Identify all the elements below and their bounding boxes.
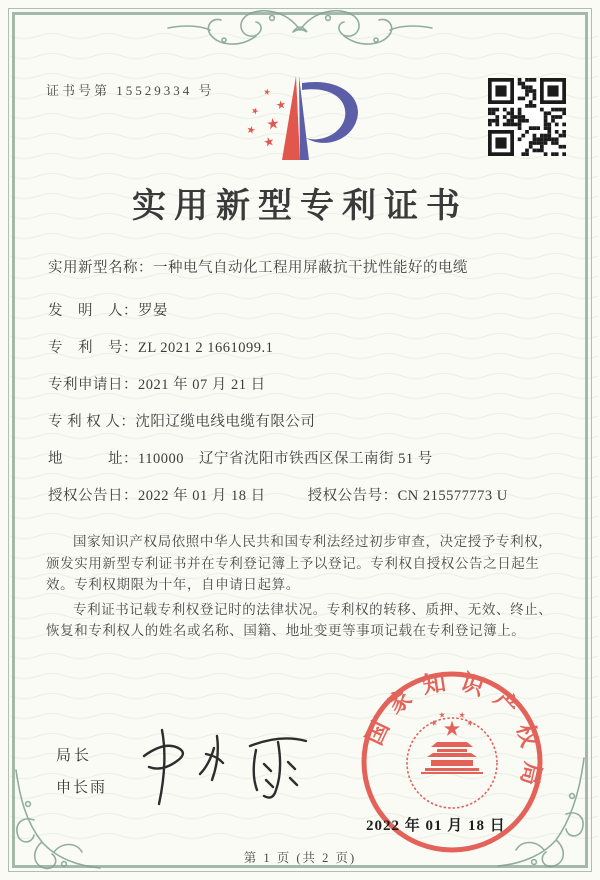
- field-label: 专 利 号：: [48, 340, 138, 356]
- field-patentee: [48, 414, 560, 430]
- field-label: 专 利 权 人：: [48, 414, 136, 430]
- certificate-fields: [48, 260, 560, 525]
- cnipa-patent-logo-icon: [225, 72, 375, 167]
- field-patent-number: [48, 340, 560, 356]
- certificate-number: 证书号第 15529334 号: [46, 83, 215, 98]
- certificate-title: 实用新型专利证书: [132, 188, 468, 225]
- field-address: [48, 451, 560, 467]
- legal-text-block: [46, 531, 558, 645]
- page-footer: 第 1 页 (共 2 页): [243, 851, 357, 865]
- commissioner-name: 申长雨: [56, 780, 108, 796]
- field-value: 2022 年 01 月 18 日: [138, 488, 266, 504]
- registry-paragraph: 专利证书记载专利权登记时的法律状况。专利权的转移、质押、无效、终止、恢复和专利权人的姓名或名称、国籍、地址变更等事项记载在专利登记簿上。: [46, 601, 553, 638]
- flourish-top-icon: [160, 2, 440, 54]
- national-emblem-icon: [407, 711, 497, 808]
- field-value: CN 215577773 U: [397, 488, 508, 504]
- field-grant-announcement: [48, 488, 560, 504]
- field-value: 一种电气自动化工程用屏蔽抗干扰性能好的电缆: [153, 260, 468, 276]
- field-value: 罗晏: [138, 303, 168, 319]
- commissioner-title: 局长: [56, 748, 93, 764]
- field-label: 授权公告号：: [307, 488, 398, 504]
- field-value: 110000 辽宁省沈阳市铁西区保工南街 51 号: [138, 451, 433, 467]
- field-label: 授权公告日：: [48, 488, 138, 504]
- field-label: 专利申请日：: [48, 377, 138, 393]
- granting-paragraph: 国家知识产权局依照中华人民共和国专利法经过初步审查，决定授予专利权，颁发实用新型专利证书并在专利登记簿上予以登记。专利权自授权公告之日起生效。专利权期限为十年，自申请日起算。: [46, 534, 553, 592]
- field-inventor: [48, 303, 560, 319]
- field-label: 实用新型名称：: [48, 260, 153, 276]
- qr-code: [488, 78, 566, 156]
- field-label: 地 址：: [48, 451, 138, 467]
- field-value: ZL 2021 2 1661099.1: [138, 340, 274, 356]
- field-utility-model-name: [48, 260, 560, 276]
- seal-date: 2022 年 01 月 18 日: [366, 818, 506, 834]
- svg-text:国家知识产权局: [361, 668, 546, 799]
- field-value: 沈阳辽缆电线电缆有限公司: [135, 414, 316, 430]
- commissioner-handwritten-signature: [122, 722, 332, 810]
- seal-agency-text: 国家知识产权局: [361, 668, 546, 800]
- field-grant-number: [308, 488, 508, 504]
- field-filing-date: [48, 377, 560, 393]
- field-label: 发 明 人：: [48, 303, 138, 319]
- field-value: 2021 年 07 月 21 日: [138, 377, 266, 393]
